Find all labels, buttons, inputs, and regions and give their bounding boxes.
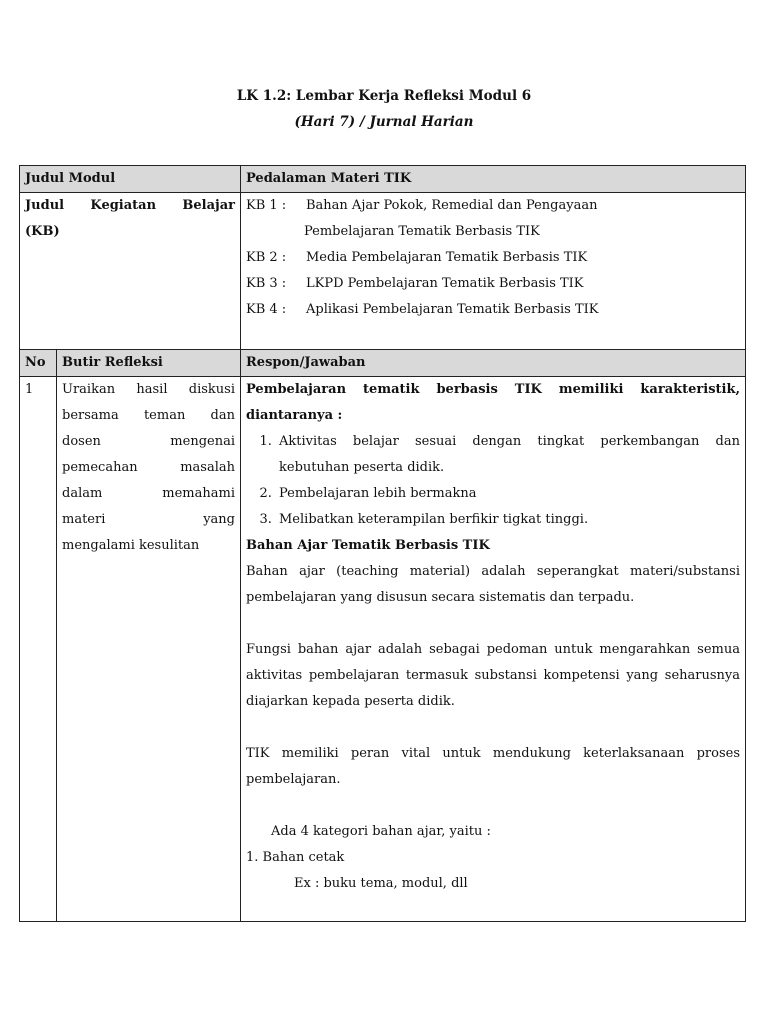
butir-line: pemecahan masalah <box>62 460 235 475</box>
list-item: 3. Melibatkan keterampilan berfikir tigkat tinggi. <box>276 507 740 533</box>
module-title-value: Pedalaman Materi TIK <box>241 166 746 193</box>
butir-line: dosen mengenai <box>62 434 235 449</box>
page-title: LK 1.2: Lembar Kerja Refleksi Modul 6 <box>236 88 532 104</box>
kb-text: Aplikasi Pembelajaran Tematik Berbasis TIK <box>306 302 599 317</box>
kb-item <box>246 271 740 297</box>
kb-label-line1: Judul Kegiatan Belajar <box>25 198 235 213</box>
paragraph: TIK memiliki peran vital untuk mendukung keterlaksanaan proses pembelajaran. <box>246 746 740 787</box>
reflection-table <box>19 165 746 922</box>
kb-item <box>246 193 740 219</box>
response-intro: Pembelajaran tematik berbasis TIK memiliki karakteristik, <box>246 382 740 397</box>
response-cell <box>241 377 746 922</box>
paragraph: Bahan ajar (teaching material) adalah seperangkat materi/substansi pembelajaran yang disusun secara sistematis dan terpadu. <box>246 564 740 605</box>
category-example: Ex : buku tema, modul, dll <box>294 876 468 891</box>
kb-text: Bahan Ajar Pokok, Remedial dan Pengayaan <box>306 198 598 213</box>
kb-code: KB 2 : <box>246 250 287 265</box>
butir-line: materi yang <box>62 512 235 527</box>
kb-row <box>20 193 746 350</box>
col-header-respon: Respon/Jawaban <box>241 350 746 377</box>
kb-label-cell <box>20 193 241 350</box>
characteristics-list <box>246 429 740 533</box>
list-item: 2. Pembelajaran lebih bermakna <box>276 481 740 507</box>
butir-cell <box>57 377 241 922</box>
kb-code: KB 4 : <box>246 302 287 317</box>
table-header-row <box>20 350 746 377</box>
paragraph: Fungsi bahan ajar adalah sebagai pedoman untuk mengarahkan semua aktivitas pembelajaran termasuk substansi kompetensi yang seharusnya diajarkan kepada peserta didik. <box>246 642 740 709</box>
kb-item <box>246 297 740 323</box>
kb-item <box>246 245 740 271</box>
category-item: 1. Bahan cetak <box>246 850 345 865</box>
col-header-butir: Butir Refleksi <box>57 350 241 377</box>
module-title-row <box>20 166 746 193</box>
butir-line: bersama teman dan <box>62 408 235 423</box>
kb-text-continued: Pembelajaran Tematik Berbasis TIK <box>304 224 540 239</box>
kb-text: LKPD Pembelajaran Tematik Berbasis TIK <box>306 276 584 291</box>
row-number: 1 <box>20 377 57 922</box>
butir-line: mengalami kesulitan <box>62 538 200 553</box>
butir-line: Uraikan hasil diskusi <box>62 382 235 397</box>
kb-text: Media Pembelajaran Tematik Berbasis TIK <box>306 250 588 265</box>
kb-code: KB 3 : <box>246 276 287 291</box>
list-item: 1. Aktivitas belajar sesuai dengan tingkat perkembangan dan kebutuhan peserta didik. <box>276 429 740 481</box>
response-intro-cont: diantaranya : <box>246 408 343 423</box>
butir-line: dalam memahami <box>62 486 235 501</box>
categories-intro: Ada 4 kategori bahan ajar, yaitu : <box>271 824 491 839</box>
section-heading: Bahan Ajar Tematik Berbasis TIK <box>246 538 490 553</box>
table-row <box>20 377 746 922</box>
kb-label-line2: (KB) <box>25 224 60 239</box>
col-header-no: No <box>20 350 57 377</box>
page-subtitle: (Hari 7) / Jurnal Harian <box>294 114 474 130</box>
module-title-label: Judul Modul <box>20 166 241 193</box>
kb-list-cell <box>241 193 746 350</box>
kb-code: KB 1 : <box>246 198 287 213</box>
